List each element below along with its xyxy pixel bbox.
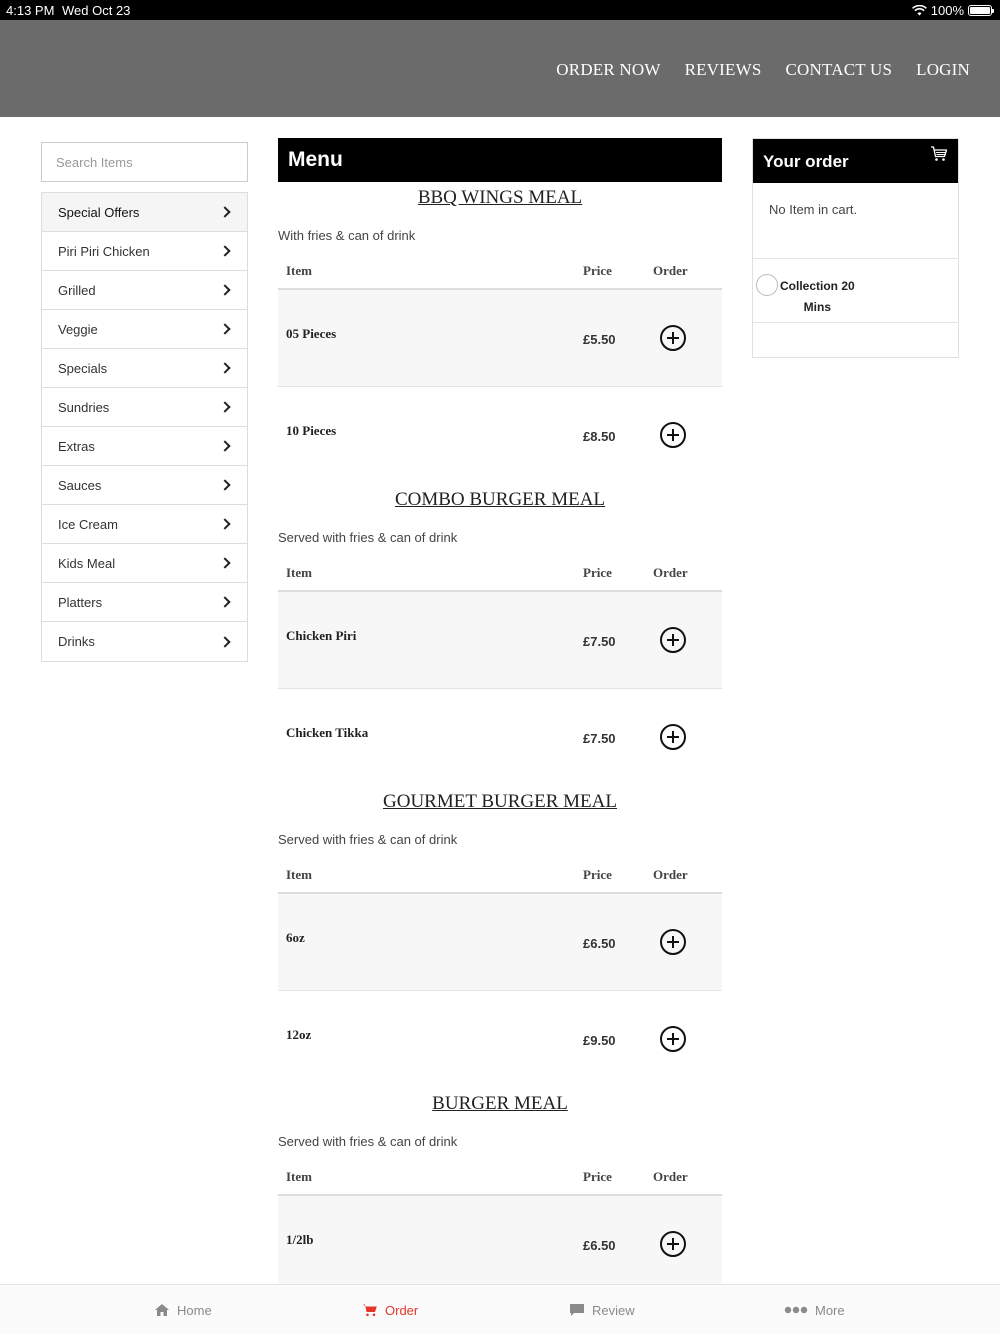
section-description: Served with fries & can of drink [278, 1134, 458, 1149]
tab-review[interactable] [569, 1285, 635, 1334]
chevron-right-icon [219, 479, 230, 490]
tab-order-label: Order [385, 1302, 419, 1318]
nav-reviews[interactable]: REVIEWS [684, 60, 762, 79]
item-name: 1/2lb [286, 1232, 314, 1247]
add-circle-icon[interactable] [660, 422, 686, 448]
category-label: Drinks [58, 634, 95, 649]
add-circle-icon[interactable] [660, 724, 686, 750]
category-item[interactable] [42, 544, 247, 583]
status-bar [0, 0, 1000, 20]
item-name: 05 Pieces [286, 326, 337, 341]
category-item[interactable] [42, 193, 247, 232]
column-header [278, 253, 722, 290]
chevron-right-icon [219, 284, 230, 295]
column-item: Item [286, 866, 312, 882]
menu-item-row [278, 592, 722, 689]
column-price: Price [583, 866, 612, 882]
category-item[interactable] [42, 505, 247, 544]
item-price: £9.50 [583, 1033, 616, 1048]
item-price: £5.50 [583, 332, 616, 347]
category-item[interactable] [42, 622, 247, 661]
column-price: Price [583, 564, 612, 580]
search-input[interactable] [42, 143, 247, 181]
collection-line-2: Mins [803, 300, 832, 314]
section-title: BURGER MEAL [432, 1093, 568, 1114]
category-label: Specials [58, 360, 108, 376]
column-order: Order [653, 564, 688, 580]
chevron-right-icon [219, 206, 230, 217]
add-circle-icon[interactable] [660, 1026, 686, 1052]
item-name: Chicken Piri [286, 628, 357, 643]
chevron-right-icon [219, 323, 230, 334]
collection-label [780, 276, 855, 318]
more-dots-icon [784, 1306, 808, 1314]
category-label: Veggie [58, 321, 98, 337]
status-right [912, 3, 992, 18]
menu-item-row [278, 689, 722, 786]
add-circle-icon[interactable] [660, 325, 686, 351]
column-price: Price [583, 1168, 612, 1184]
item-price: £7.50 [583, 634, 616, 649]
menu-item-row [278, 991, 722, 1088]
section-description: With fries & can of drink [278, 228, 416, 243]
nav-contact-us[interactable]: CONTACT US [785, 60, 893, 79]
section-description: Served with fries & can of drink [278, 832, 458, 847]
item-name: Chicken Tikka [286, 725, 369, 740]
menu-item-row [278, 1196, 722, 1284]
item-price: £6.50 [583, 1238, 616, 1253]
add-circle-icon[interactable] [660, 627, 686, 653]
tab-review-label: Review [592, 1302, 635, 1318]
column-header [278, 555, 722, 592]
category-item[interactable] [42, 388, 247, 427]
menu-item-row [278, 894, 722, 991]
column-item: Item [286, 262, 312, 278]
cart-icon[interactable] [930, 145, 948, 163]
column-header [278, 857, 722, 894]
add-circle-icon[interactable] [660, 929, 686, 955]
site-header [0, 20, 1000, 117]
column-order: Order [653, 262, 688, 278]
chevron-right-icon [219, 518, 230, 529]
section-title: BBQ WINGS MEAL [417, 187, 583, 208]
item-name: 6oz [286, 930, 305, 945]
chevron-right-icon [219, 401, 230, 412]
item-price: £8.50 [583, 429, 616, 444]
item-name: 12oz [286, 1027, 312, 1042]
order-title: Your order [763, 152, 849, 171]
tab-more-label: More [815, 1302, 845, 1318]
category-label: Platters [58, 594, 103, 610]
collection-option [753, 259, 958, 323]
comment-icon [569, 1303, 585, 1317]
cart-icon [362, 1303, 378, 1317]
category-label: Sauces [58, 477, 102, 493]
category-label: Sundries [58, 399, 110, 415]
category-list [41, 192, 248, 662]
collection-line-1: Collection 20 [780, 279, 855, 293]
column-item: Item [286, 564, 312, 580]
tab-order[interactable] [362, 1285, 418, 1334]
category-label: Extras [58, 438, 95, 454]
column-price: Price [583, 262, 612, 278]
column-order: Order [653, 866, 688, 882]
battery-percent: 100% [930, 3, 964, 18]
order-header [753, 139, 958, 183]
battery-icon [968, 5, 992, 16]
status-date: Wed Oct 23 [62, 3, 131, 18]
item-name: 10 Pieces [286, 423, 337, 438]
tab-home-label: Home [177, 1302, 212, 1318]
section-title: GOURMET BURGER MEAL [383, 791, 617, 812]
chevron-right-icon [219, 245, 230, 256]
category-item[interactable] [42, 427, 247, 466]
nav-login[interactable]: LOGIN [916, 60, 970, 79]
column-order: Order [653, 1168, 688, 1184]
chevron-right-icon [219, 557, 230, 568]
section-title: COMBO BURGER MEAL [394, 489, 606, 510]
category-item[interactable] [42, 349, 247, 388]
column-header [278, 1159, 722, 1196]
menu-item-row [278, 387, 722, 484]
nav-order-now[interactable]: ORDER NOW [556, 60, 661, 79]
empty-cart-text: No Item in cart. [753, 183, 958, 259]
status-time: 4:13 PM [6, 3, 55, 18]
order-panel [752, 138, 959, 358]
tab-more[interactable] [784, 1285, 845, 1334]
collection-radio[interactable] [756, 274, 778, 296]
column-item: Item [286, 1168, 312, 1184]
category-label: Grilled [58, 282, 96, 298]
chevron-right-icon [219, 596, 230, 607]
main-nav [556, 60, 970, 80]
category-item[interactable] [42, 310, 247, 349]
tab-home[interactable] [154, 1285, 212, 1334]
category-label: Special Offers [58, 204, 140, 220]
menu-item-row [278, 290, 722, 387]
chevron-right-icon [219, 362, 230, 373]
item-price: £6.50 [583, 936, 616, 951]
category-label: Ice Cream [58, 516, 118, 532]
chevron-right-icon [219, 636, 230, 647]
bottom-tab-bar [0, 1284, 1000, 1334]
item-price: £7.50 [583, 731, 616, 746]
category-label: Kids Meal [58, 555, 116, 571]
search-box [41, 142, 248, 182]
wifi-icon [912, 5, 927, 16]
category-item[interactable] [42, 271, 247, 310]
menu-panel [278, 138, 722, 1284]
category-item[interactable] [42, 232, 247, 271]
section-description: Served with fries & can of drink [278, 530, 458, 545]
chevron-right-icon [219, 440, 230, 451]
menu-title: Menu [278, 138, 722, 182]
add-circle-icon[interactable] [660, 1231, 686, 1257]
category-item[interactable] [42, 583, 247, 622]
home-icon [154, 1303, 170, 1317]
category-item[interactable] [42, 466, 247, 505]
category-label: Piri Piri Chicken [58, 243, 150, 259]
